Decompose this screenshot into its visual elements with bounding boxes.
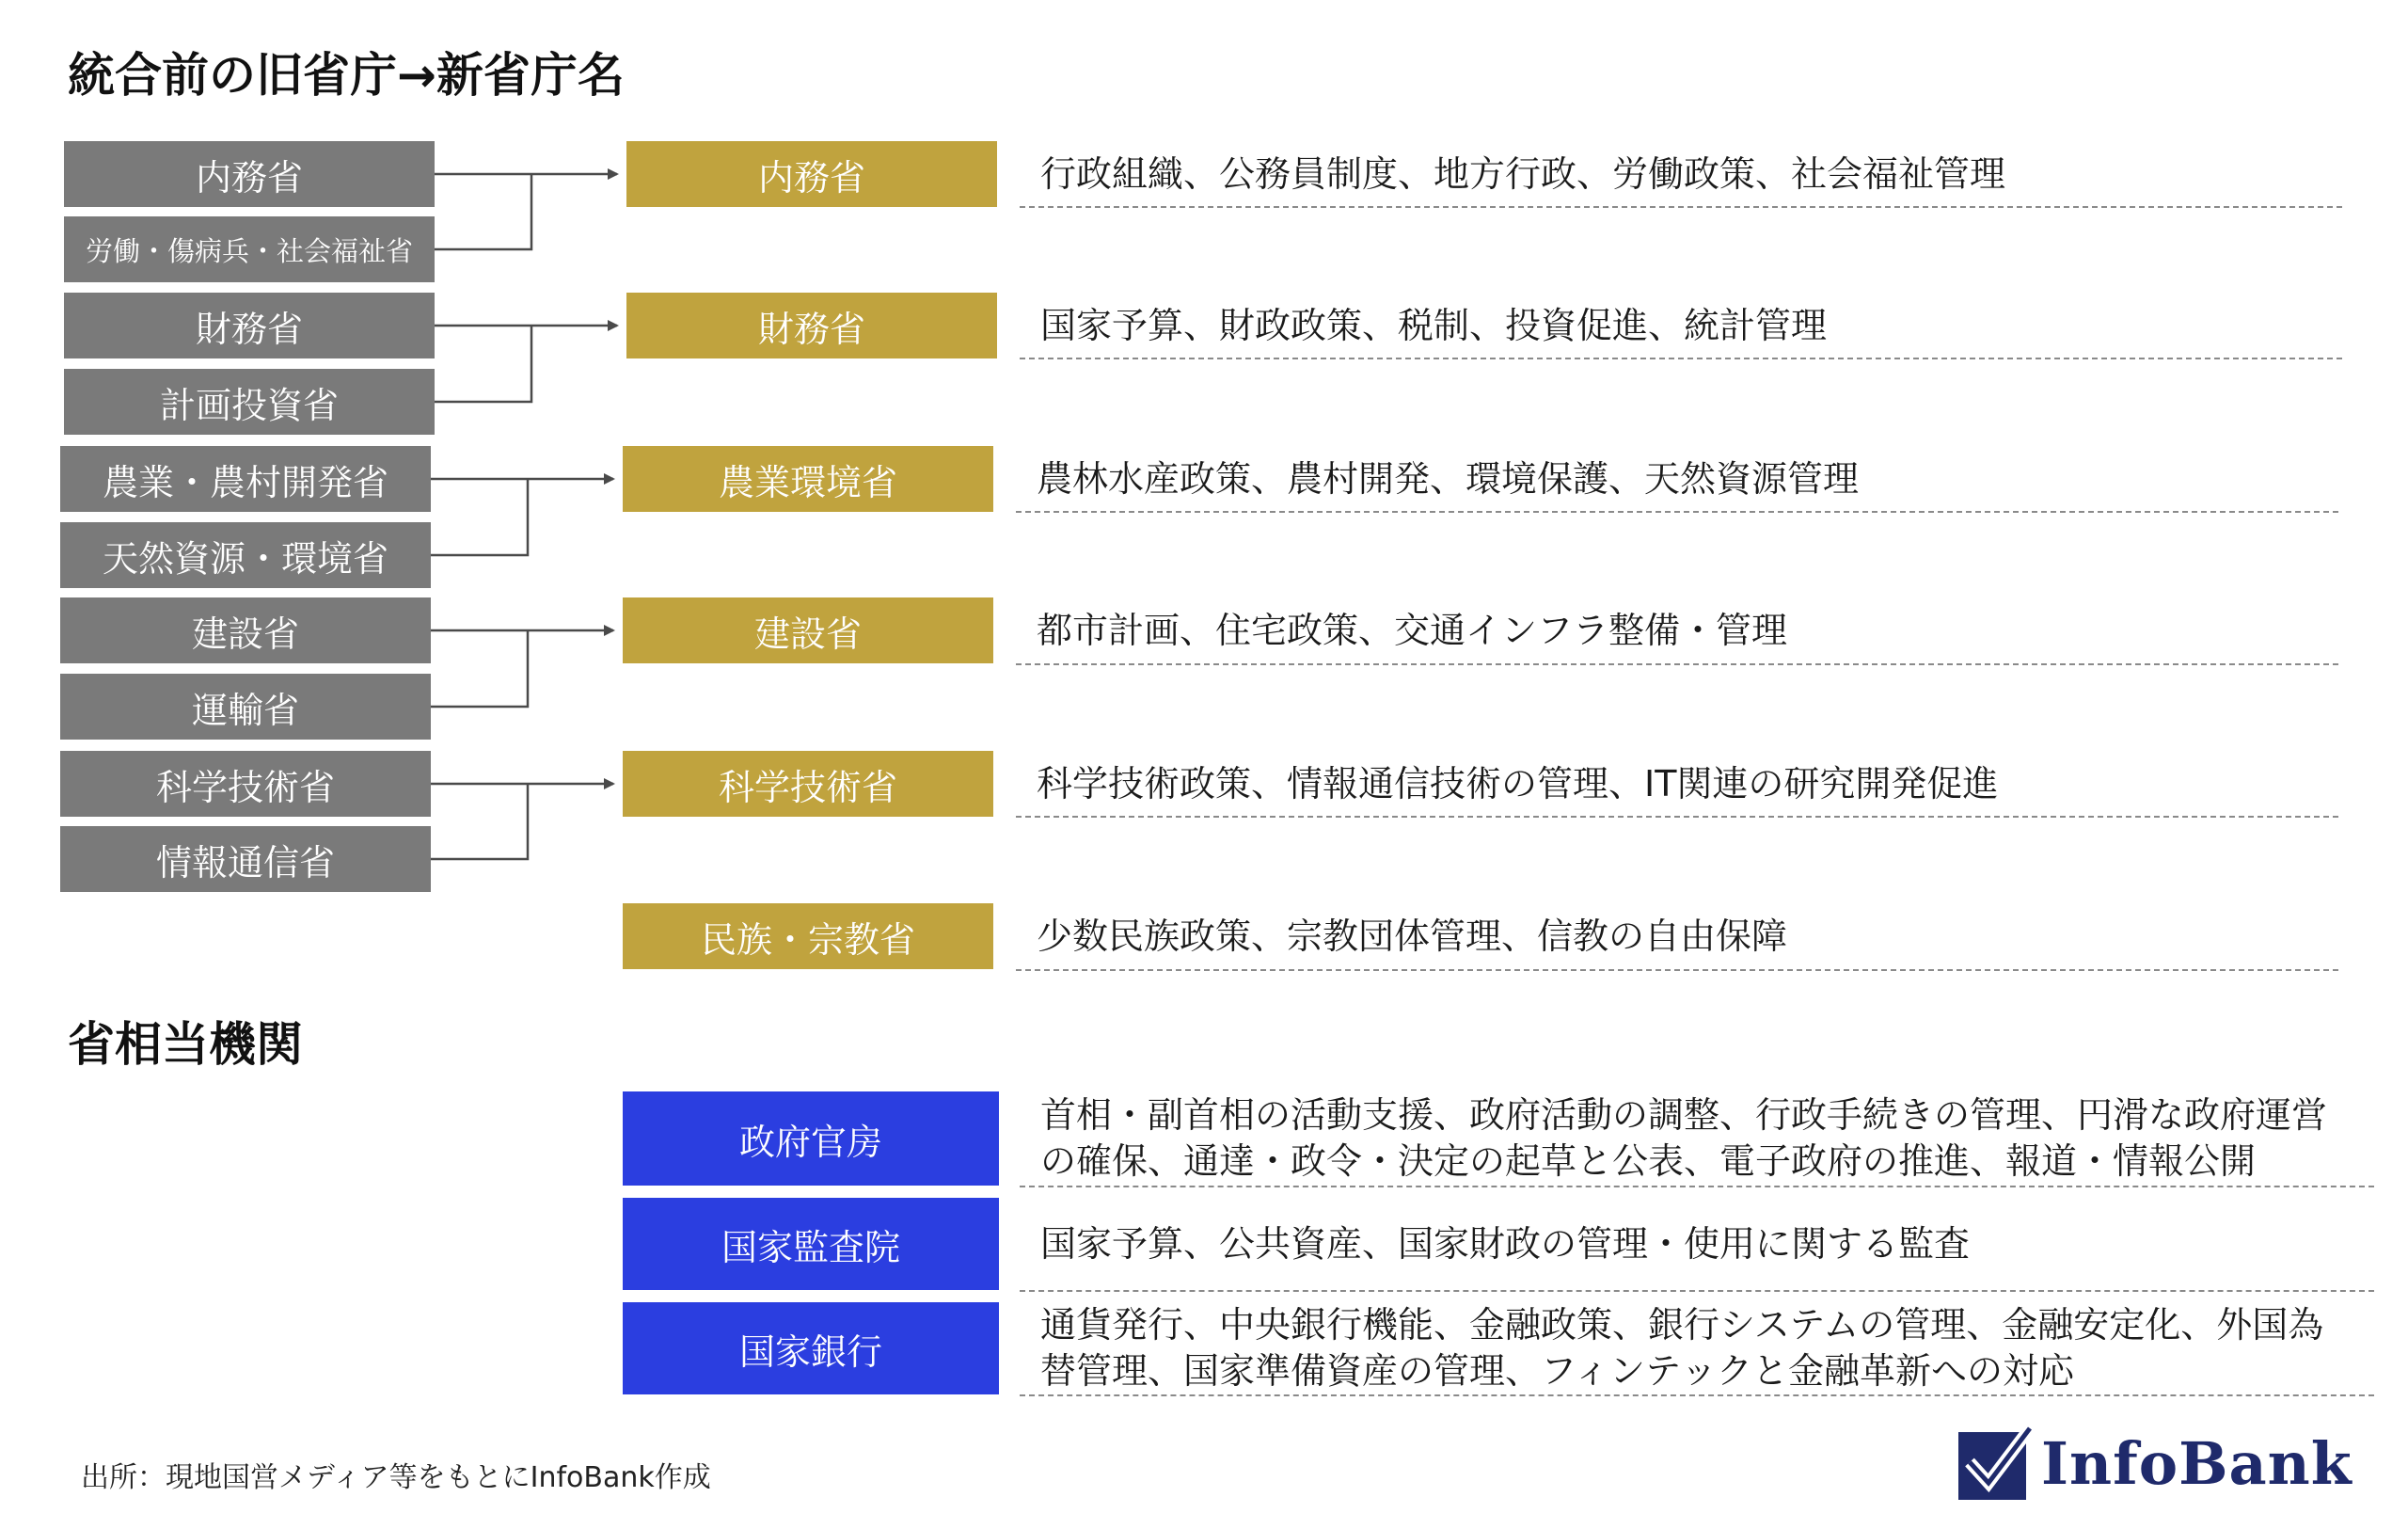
dashed-divider — [1020, 358, 2342, 359]
dashed-divider — [1020, 1186, 2374, 1187]
new-ministry-box: 財務省 — [626, 293, 997, 358]
agency-description — [1040, 1198, 1970, 1290]
old-ministry-box: 労働・傷病兵・社会福祉省 — [64, 216, 435, 282]
agency-description — [1040, 1302, 2323, 1394]
ministry-description: 少数民族政策、宗教団体管理、信教の自由保障 — [1037, 915, 1788, 957]
ministry-description: 国家予算、財政政策、税制、投資促進、統計管理 — [1040, 304, 1828, 346]
check-icon — [1956, 1425, 2034, 1502]
dashed-divider — [1016, 816, 2338, 818]
old-ministry-box: 天然資源・環境省 — [60, 522, 431, 588]
agency-description-line: 替管理、国家準備資産の管理、フィンテックと金融革新への対応 — [1040, 1350, 2074, 1392]
ministry-description: 行政組織、公務員制度、地方行政、労働政策、社会福祉管理 — [1040, 152, 2006, 195]
logo-text: InfoBank — [2041, 1428, 2353, 1498]
agency-description — [1040, 1091, 2327, 1186]
dashed-divider — [1020, 1290, 2374, 1292]
old-ministry-box: 建設省 — [60, 597, 431, 663]
dashed-divider — [1020, 206, 2342, 208]
dashed-divider — [1016, 663, 2338, 665]
old-ministry-box: 情報通信省 — [60, 826, 431, 892]
agency-description-line: の確保、通達・政令・決定の起草と公表、電子政府の推進、報道・情報公開 — [1040, 1140, 2257, 1182]
old-ministry-box: 運輸省 — [60, 674, 431, 740]
old-ministry-box: 農業・農村開発省 — [60, 446, 431, 512]
dashed-divider — [1016, 511, 2338, 513]
ministry-description: 科学技術政策、情報通信技術の管理、IT関連の研究開発促進 — [1037, 762, 1999, 804]
source-note: 出所：現地国営メディア等をもとにInfoBank作成 — [81, 1461, 711, 1494]
agency-description-line: 首相・副首相の活動支援、政府活動の調整、行政手続きの管理、円滑な政府運営 — [1040, 1094, 2328, 1136]
new-ministry-box: 内務省 — [626, 141, 997, 207]
new-ministry-box: 建設省 — [623, 597, 993, 663]
agencies-section-heading: 省相当機関 — [68, 1017, 303, 1072]
new-ministry-box: 農業環境省 — [623, 446, 993, 512]
old-ministry-box: 内務省 — [64, 141, 435, 207]
agency-box: 政府官房 — [623, 1091, 999, 1186]
agency-description-line: 国家予算、公共資産、国家財政の管理・使用に関する監査 — [1040, 1222, 1971, 1265]
agency-box: 国家監査院 — [623, 1198, 999, 1290]
dashed-divider — [1016, 969, 2338, 971]
agency-description-line: 通貨発行、中央銀行機能、金融政策、銀行システムの管理、金融安定化、外国為 — [1040, 1304, 2324, 1346]
agency-box: 国家銀行 — [623, 1302, 999, 1394]
dashed-divider — [1020, 1394, 2374, 1396]
infobank-logo — [1956, 1421, 2353, 1505]
old-ministry-box: 財務省 — [64, 293, 435, 358]
merge-section-heading: 統合前の旧省庁→新省庁名 — [68, 48, 625, 103]
old-ministry-box: 計画投資省 — [64, 369, 435, 435]
old-ministry-box: 科学技術省 — [60, 751, 431, 817]
new-ministry-box: 民族・宗教省 — [623, 903, 993, 969]
ministry-description: 農林水産政策、農村開発、環境保護、天然資源管理 — [1037, 457, 1860, 500]
ministry-description: 都市計画、住宅政策、交通インフラ整備・管理 — [1037, 609, 1788, 651]
new-ministry-box: 科学技術省 — [623, 751, 993, 817]
